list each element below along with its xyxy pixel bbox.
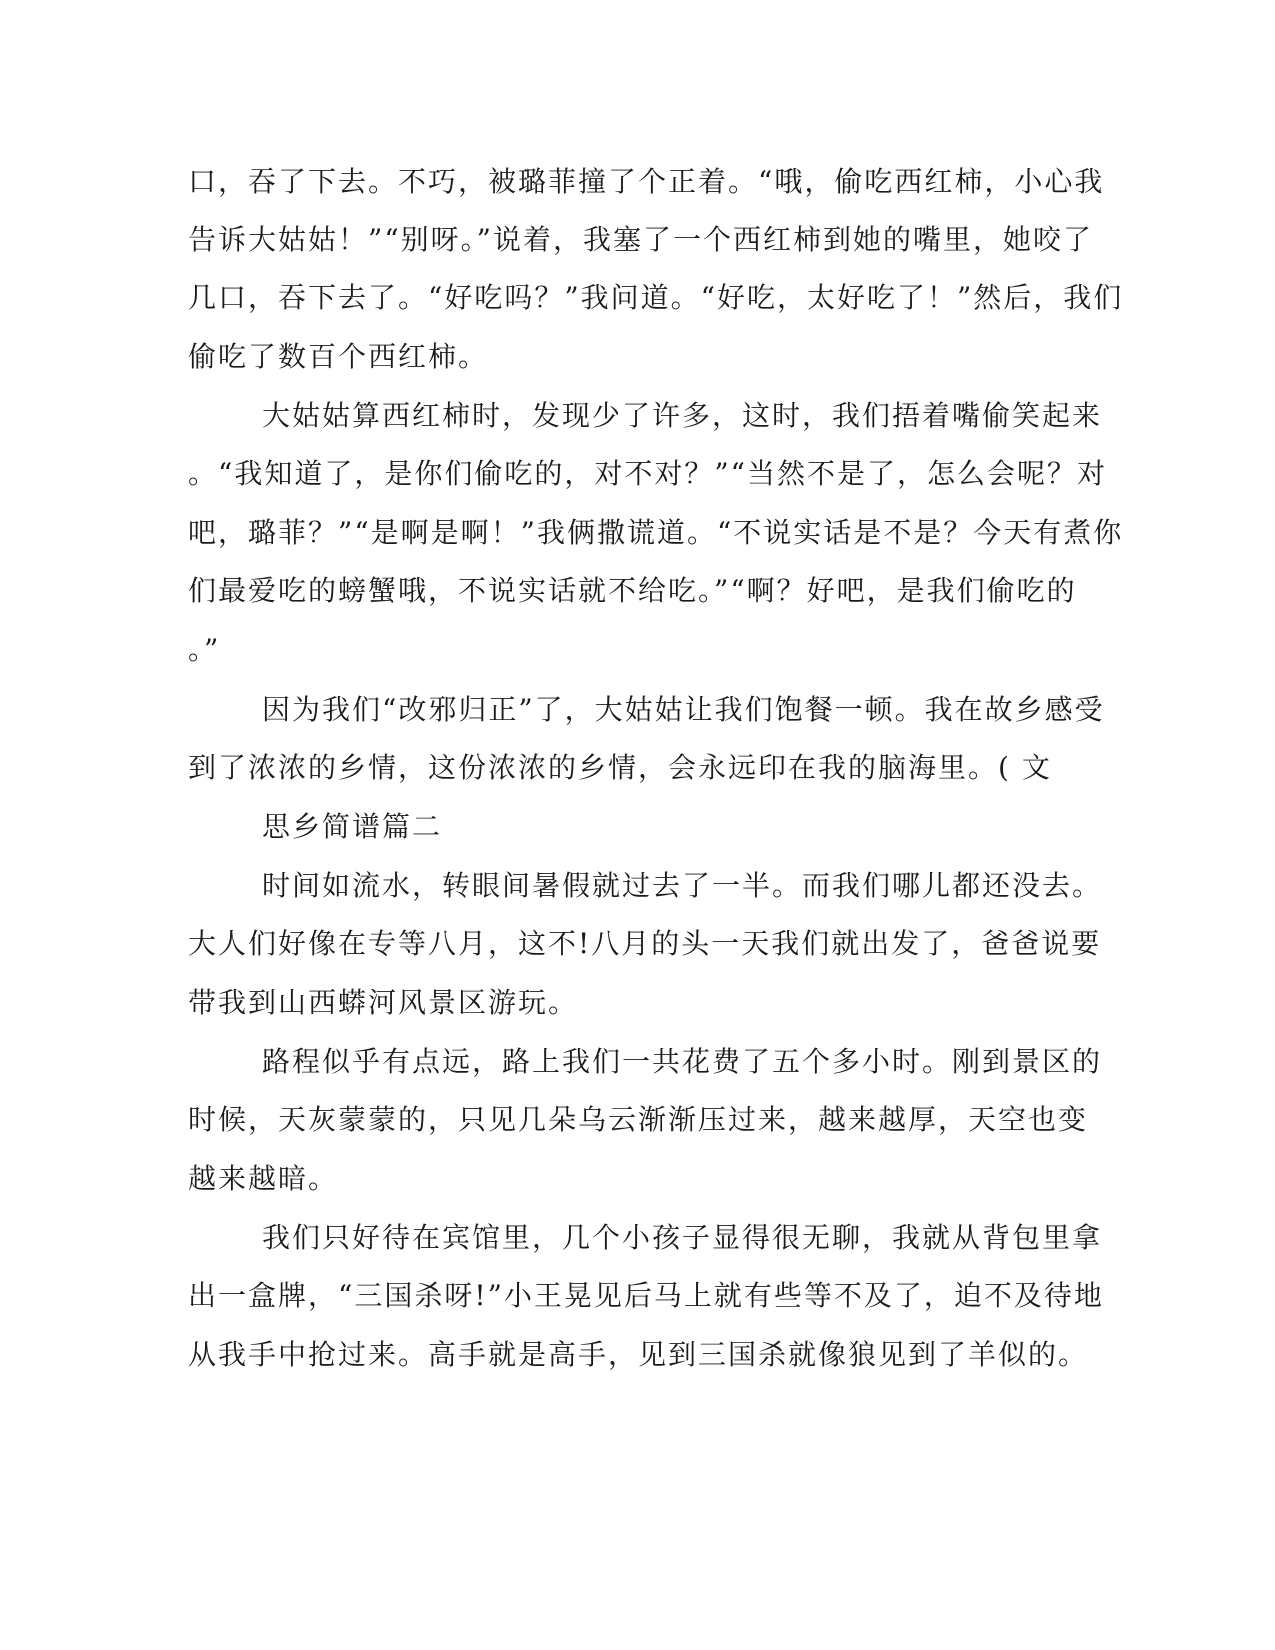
- text-line: 口，吞了下去。不巧，被璐菲撞了个正着。“哦，偷吃西红柿，小心我: [188, 165, 1105, 198]
- text-line: 几口，吞下去了。“好吃吗？”我问道。“好吃，太好吃了！”然后，我们: [188, 281, 1124, 314]
- text-line: 越来越暗。: [188, 1162, 339, 1195]
- section-heading: 思乡简谱篇二: [262, 810, 443, 843]
- text-line: 大姑姑算西红柿时，发现少了许多，这时，我们捂着嘴偷笑起来: [262, 399, 1103, 432]
- text-line: 时候，天灰蒙蒙的，只见几朵乌云渐渐压过来，越来越厚，天空也变: [188, 1103, 1089, 1136]
- text-line: 。”: [188, 633, 221, 666]
- text-line: 告诉大姑姑！”“别呀。”说着，我塞了一个西红柿到她的嘴里，她咬了: [188, 223, 1093, 256]
- text-line: 我们只好待在宾馆里，几个小孩子显得很无聊，我就从背包里拿: [262, 1221, 1103, 1254]
- text-line: 吧，璐菲？”“是啊是啊！”我俩撒谎道。“不说实话是不是？今天有煮你: [188, 516, 1124, 549]
- text-line: 出一盒牌，“三国杀呀!”小王晃见后马上就有些等不及了，迫不及待地: [188, 1279, 1104, 1312]
- text-line: 到了浓浓的乡情，这份浓浓的乡情，会永远印在我的脑海里。( 文: [188, 751, 1052, 784]
- text-line: 带我到山西蟒河风景区游玩。: [188, 986, 579, 1019]
- text-line: 大人们好像在专等八月，这不!八月的头一天我们就出发了，爸爸说要: [188, 927, 1102, 960]
- text-line: 从我手中抢过来。高手就是高手，见到三国杀就像狼见到了羊似的。: [188, 1338, 1089, 1371]
- text-line: 因为我们“改邪归正”了，大姑姑让我们饱餐一顿。我在故乡感受: [262, 693, 1105, 726]
- text-line: 。“我知道了，是你们偷吃的，对不对？”“当然不是了，怎么会呢？对: [188, 457, 1107, 490]
- text-line: 们最爱吃的螃蟹哦，不说实话就不给吃。”“啊？好吧，是我们偷吃的: [188, 574, 1077, 607]
- text-line: 偷吃了数百个西红柿。: [188, 340, 489, 373]
- text-line: 路程似乎有点远，路上我们一共花费了五个多小时。刚到景区的: [262, 1045, 1103, 1078]
- text-line: 时间如流水，转眼间暑假就过去了一半。而我们哪儿都还没去。: [262, 869, 1103, 902]
